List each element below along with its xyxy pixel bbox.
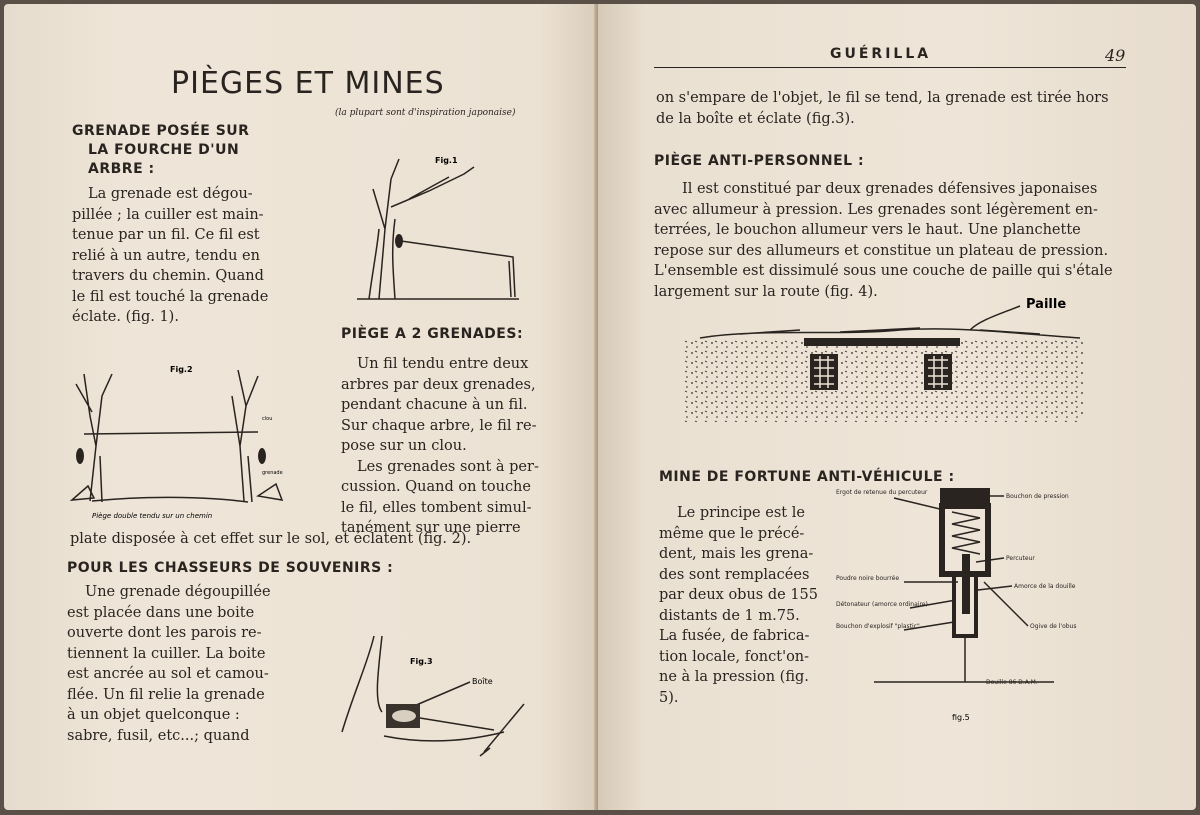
text-line: flée. Un fil relie la grenade	[67, 686, 265, 703]
text-line: terrées, le bouchon allumeur vers le haut. Une planchette	[654, 222, 1081, 238]
section-heading-anti-vehicule: MINE DE FORTUNE ANTI-VÉHICULE :	[659, 469, 955, 485]
text-line: Une grenade dégoupillée	[85, 584, 271, 600]
text-line: des sont remplacées	[659, 566, 810, 583]
text-line: est placée dans une boite	[67, 604, 255, 621]
text-line: relié à un autre, tendu en	[72, 247, 260, 264]
running-head: GUÉRILLA	[830, 46, 932, 62]
fig5-label: fig.5	[952, 713, 970, 722]
text-line: travers du chemin. Quand	[72, 268, 264, 284]
text-line: on s'empare de l'objet, le fil se tend, la grenade est tirée hors	[656, 90, 1109, 106]
figure-2-double-trap	[62, 356, 294, 524]
figure-5-fuse-diagram	[834, 482, 1094, 730]
text-line: 5).	[659, 689, 679, 706]
text-line: dent, mais les grena-	[659, 546, 814, 562]
text-line: cussion. Quand on touche	[341, 479, 531, 495]
grenade-label: grenade	[262, 470, 283, 476]
text-line: tion locale, fonct'on-	[659, 648, 810, 665]
soil	[684, 340, 1084, 422]
right-grenade	[258, 448, 266, 464]
text-line: largement sur la route (fig. 4).	[654, 283, 878, 300]
heading-line: ARBRE :	[88, 161, 155, 177]
text-line: Sur chaque arbre, le fil re-	[341, 417, 537, 434]
header-rule	[654, 67, 1126, 68]
page-subtitle: (la plupart sont d'inspiration japonaise)	[335, 108, 516, 118]
text-line: tanément sur une pierre	[341, 520, 521, 536]
page-number: 49	[1105, 46, 1126, 65]
grenade-in-box	[392, 710, 416, 722]
label-bouchon-pression: Bouchon de pression	[1006, 493, 1069, 500]
label-percuteur: Percuteur	[1006, 555, 1035, 562]
text-line: Il est constitué par deux grenades défensives japonaises	[682, 181, 1098, 197]
label-amorce: Amorce de la douille	[1014, 583, 1076, 590]
label-ergot: Ergot de retenue du percuteur	[836, 489, 928, 496]
text-line: pendant chacune à un fil.	[341, 397, 528, 413]
fig2-label: Fig.2	[170, 365, 193, 374]
fig1-label: Fig.1	[435, 156, 458, 165]
text-line: repose sur des allumeurs et constitue un plateau de pression.	[654, 242, 1109, 259]
spring	[952, 512, 980, 554]
text-line: La grenade est dégou-	[88, 186, 253, 202]
wire-and-rifle	[420, 704, 524, 756]
text-line: sabre, fusil, etc...; quand	[67, 727, 250, 744]
straw	[700, 328, 1080, 338]
text-line: ouverte dont les parois re-	[67, 625, 262, 641]
boite-label: Boîte	[472, 677, 493, 686]
text-line: ne à la pression (fig.	[659, 669, 809, 685]
grenade	[395, 234, 403, 248]
text-line: est ancrée au sol et camou-	[67, 666, 269, 682]
text-line: tenue par un fil. Ce fil est	[72, 227, 260, 243]
left-page	[4, 4, 598, 810]
tree-trunk	[342, 636, 382, 732]
text-line: La fusée, de fabrica-	[659, 628, 810, 644]
fig3-label: Fig.3	[410, 657, 433, 666]
wire	[84, 432, 258, 502]
fig5-leaders	[894, 496, 1028, 630]
striker	[962, 554, 970, 614]
text-line: le fil est touché la grenade	[72, 288, 269, 305]
text-line: par deux obus de 155	[659, 587, 819, 603]
figure-1-tree-trap	[339, 149, 529, 309]
paragraph-grenade-arbre	[72, 184, 268, 328]
paragraph-anti-vehicule	[659, 503, 818, 708]
text-line: Un fil tendu entre deux	[357, 356, 529, 372]
text-line: pose sur un clou.	[341, 438, 467, 454]
page-title: PIÈGES ET MINES	[171, 66, 445, 101]
paille-label: Paille	[1026, 297, 1067, 312]
paragraph-continuation	[656, 88, 1109, 129]
text-line: même que le précé-	[659, 525, 805, 542]
label-detonateur: Détonateur (amorce ordinaire)	[836, 601, 928, 608]
text-line: le fil, elles tombent simul-	[341, 499, 532, 516]
tree-1	[369, 159, 474, 299]
shell-line	[874, 636, 1054, 682]
paille-pointer	[970, 306, 1020, 330]
text-line: à un objet quelconque :	[67, 707, 240, 723]
text-line: pillée ; la cuiller est main-	[72, 206, 264, 223]
label-douille: Douille 86 D.A.M.	[986, 679, 1038, 686]
text-line: éclate. (fig. 1).	[72, 309, 179, 325]
section-heading-anti-personnel: PIÈGE ANTI-PERSONNEL :	[654, 153, 865, 169]
fig5-labels	[836, 489, 1076, 686]
text-line: tiennent la cuiller. La boite	[67, 645, 266, 662]
plank	[804, 338, 960, 346]
heading-line: GRENADE POSÉE SUR	[72, 123, 250, 139]
section-heading-chasseurs: POUR LES CHASSEURS DE SOUVENIRS :	[67, 560, 394, 576]
label-ogive: Ogive de l'obus	[1030, 623, 1077, 630]
right-page	[598, 4, 1196, 810]
text-line: distants de 1 m.75.	[659, 607, 800, 624]
figure-3-souvenir-trap	[334, 632, 544, 772]
text-line: Les grenades sont à per-	[357, 458, 539, 475]
clou-label: clou	[262, 416, 273, 422]
text-line: plate disposée à cet effet sur le sol, et éclatent (fig. 2).	[70, 531, 472, 547]
right-tree	[232, 370, 258, 502]
fig2-caption: Piège double tendu sur un chemin	[92, 512, 213, 520]
text-line: avec allumeur à pression. Les grenades sont légèrement en-	[654, 201, 1098, 218]
text-line: arbres par deux grenades,	[341, 376, 536, 393]
heading-line: LA FOURCHE D'UN	[88, 142, 240, 158]
text-line: L'ensemble est dissimulé sous une couche de paille qui s'étale	[654, 263, 1113, 279]
section-heading-piege-2-grenades: PIÈGE A 2 GRENADES:	[341, 326, 524, 342]
paragraph-anti-personnel	[654, 179, 1113, 302]
text-line: Le principe est le	[677, 505, 805, 521]
label-poudre: Poudre noire bourrée	[836, 575, 900, 582]
section-heading-grenade-arbre	[72, 122, 249, 179]
left-grenade	[76, 448, 84, 464]
text-line: de la boîte et éclate (fig.3).	[656, 110, 855, 127]
paragraph-piege-2-grenades	[341, 354, 539, 539]
figure-4-anti-personnel	[680, 290, 1090, 426]
label-bouchon-plastic: Bouchon d'explosif "plastic"	[836, 623, 920, 630]
left-tree	[76, 374, 112, 502]
paragraph-chasseurs	[67, 582, 271, 746]
